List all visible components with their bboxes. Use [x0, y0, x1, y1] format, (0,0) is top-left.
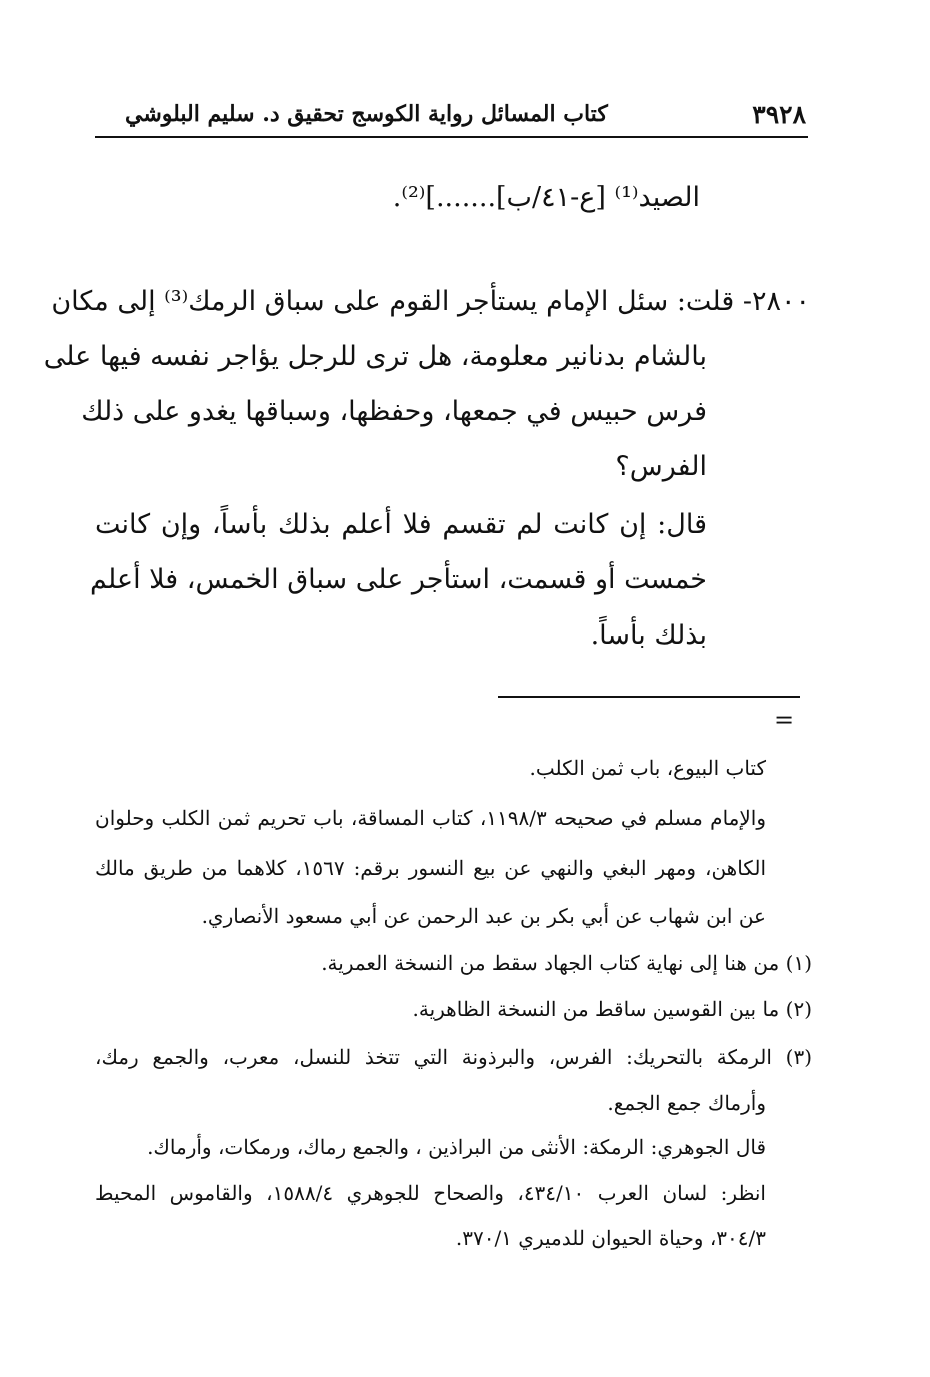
footnote-3-continuation: وأرماك جمع الجمع. [607, 1091, 766, 1115]
running-header-title: كتاب المسائل رواية الكوسج تحقيق د. سليم البلوشي [125, 101, 608, 127]
footnote-separator-rule [498, 696, 800, 698]
footnote-3: (٣) الرمكة بالتحريك: الفرس، والبرذونة التي تتخذ للنسل، معرب، والجمع رمك، [95, 1045, 812, 1069]
entry-2800-answer-line-1: قال: إن كانت لم تقسم فلا أعلم بذلك بأساً، وإن كانت [95, 509, 707, 540]
footnote-line: عن ابن شهاب عن أبي بكر بن عبد الرحمن عن أبي مسعود الأنصاري. [201, 904, 766, 928]
footnote-line: والإمام مسلم في صحيحه ١١٩٨/٣، كتاب المساقة، باب تحريم ثمن الكلب وحلوان [95, 806, 766, 830]
footnote-2: (٢) ما بين القوسين ساقط من النسخة الظاهرية. [412, 997, 812, 1021]
footnote-line: الكاهن، ومهر البغي والنهي عن بيع النسور برقم: ١٥٦٧، كلاهما من طريق مالك [95, 856, 767, 880]
entry-2800-line-3: فرس حبيس في جمعها، وحفظها، وسباقها يغدو على ذلك [81, 396, 707, 427]
continued-text-line: الصيد⁽¹⁾ [ع-٤١/ب].......]⁽²⁾. [392, 182, 700, 213]
footnote-continuation-mark: = [774, 706, 795, 734]
running-header [95, 92, 808, 138]
entry-2800-line-4: الفرس؟ [615, 451, 707, 482]
entry-2800-line-1: ٢٨٠٠- قلت: سئل الإمام يستأجر القوم على سباق الرمك⁽³⁾ إلى مكان [51, 286, 810, 317]
entry-2800-answer-line-3: بذلك بأساً. [590, 620, 707, 651]
footnote-3-continuation: ٣٠٤/٣، وحياة الحيوان للدميري ٣٧٠/١. [455, 1226, 766, 1250]
footnote-line: كتاب البيوع، باب ثمن الكلب. [529, 756, 766, 780]
footnote-3-continuation: قال الجوهري: الرمكة: الأنثى من البراذين ، والجمع رماك، ورمكات، وأرماك. [147, 1135, 766, 1159]
entry-2800-line-2: بالشام بدنانير معلومة، هل ترى للرجل يؤاجر نفسه فيها على [43, 341, 707, 372]
entry-2800-answer-line-2: خمست أو قسمت، استأجر على سباق الخمس، فلا أعلم [90, 564, 707, 595]
footnote-1: (١) من هنا إلى نهاية كتاب الجهاد سقط من النسخة العمرية. [321, 951, 812, 975]
page-number: ٣٩٢٨ [752, 99, 806, 129]
footnote-3-continuation: انظر: لسان العرب ٤٣٤/١٠، والصحاح للجوهري ١٥٨٨/٤، والقاموس المحيط [95, 1181, 766, 1205]
